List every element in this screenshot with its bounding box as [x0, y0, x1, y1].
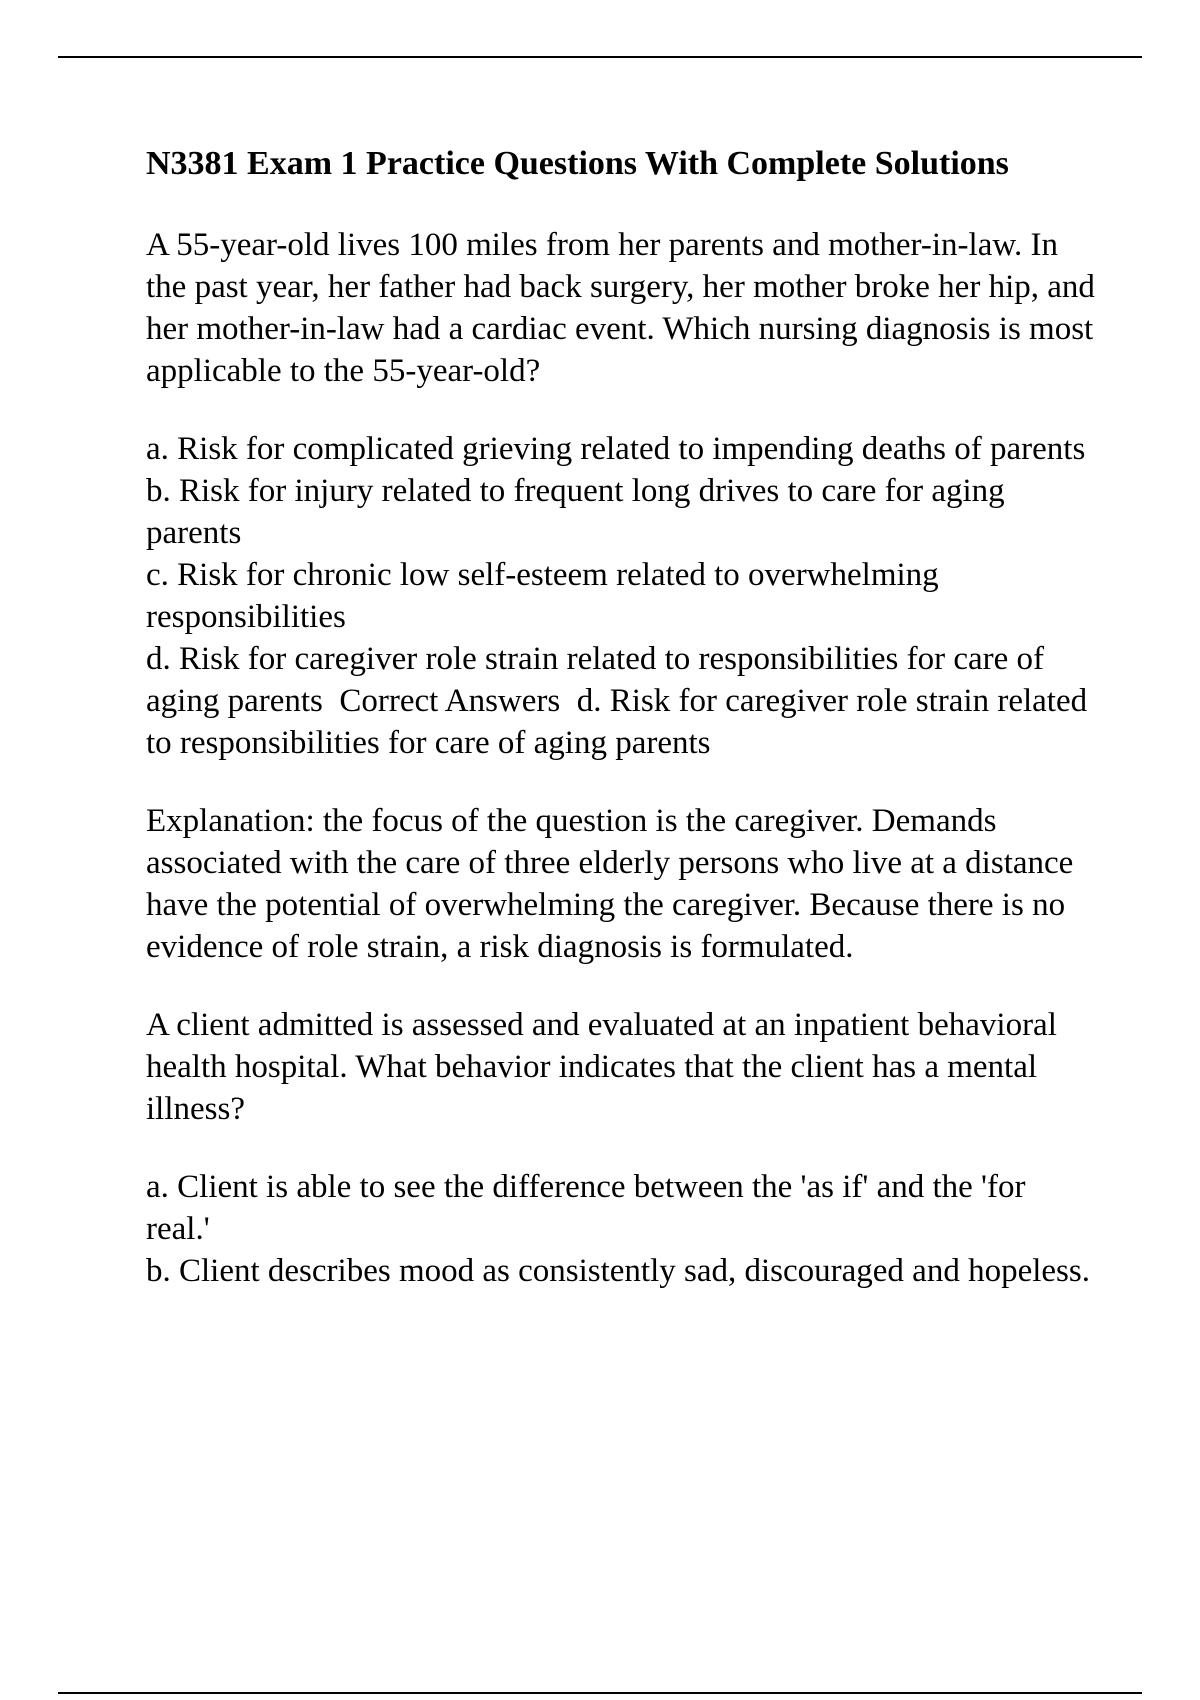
- question-1-option-d: d. Risk for caregiver role strain related to responsibilities for care of aging parents: [146, 641, 1045, 719]
- question-1-option-d-with-answer: [146, 638, 1096, 764]
- question-1-option-b: b. Risk for injury related to frequent long drives to care for aging parents: [146, 473, 1005, 551]
- question-1-options: [146, 428, 1096, 764]
- header-rule: [58, 56, 1142, 58]
- question-1-option-c: c. Risk for chronic low self-esteem related to overwhelming responsibilities: [146, 557, 939, 635]
- question-1-answer-label: Correct Answers: [339, 683, 561, 719]
- question-2-option-b: b. Client describes mood as consistently sad, discouraged and hopeless.: [146, 1253, 1090, 1289]
- document-title: N3381 Exam 1 Practice Questions With Complete Solutions: [146, 145, 1009, 182]
- question-2-options: [146, 1166, 1096, 1292]
- question-1-explanation: Explanation: the focus of the question is the caregiver. Demands associated with the care of three elderly persons who live at a distance have the potential of overwhelming the caregiver. Because there is no evidence of role strain, a risk diagnosis is formulated.: [146, 803, 1074, 965]
- question-1-answer-text: d. Risk for caregiver role strain related to responsibilities for care of aging parents: [146, 683, 1088, 761]
- footer-rule: [58, 1692, 1142, 1694]
- question-1-stem: A 55-year-old lives 100 miles from her parents and mother-in-law. In the past year, her father had back surgery, her mother broke her hip, and her mother-in-law had a cardiac event. Which nursing diagnosis is most applicable to the 55-year-old?: [146, 227, 1095, 389]
- question-2-option-a: a. Client is able to see the difference between the 'as if' and the 'for real.': [146, 1169, 1026, 1247]
- question-2-stem: A client admitted is assessed and evaluated at an inpatient behavioral health hospital. What behavior indicates that the client has a mental illness?: [146, 1007, 1057, 1127]
- document-body: [146, 140, 1096, 1292]
- question-1-option-a: a. Risk for complicated grieving related to impending deaths of parents: [146, 431, 1086, 467]
